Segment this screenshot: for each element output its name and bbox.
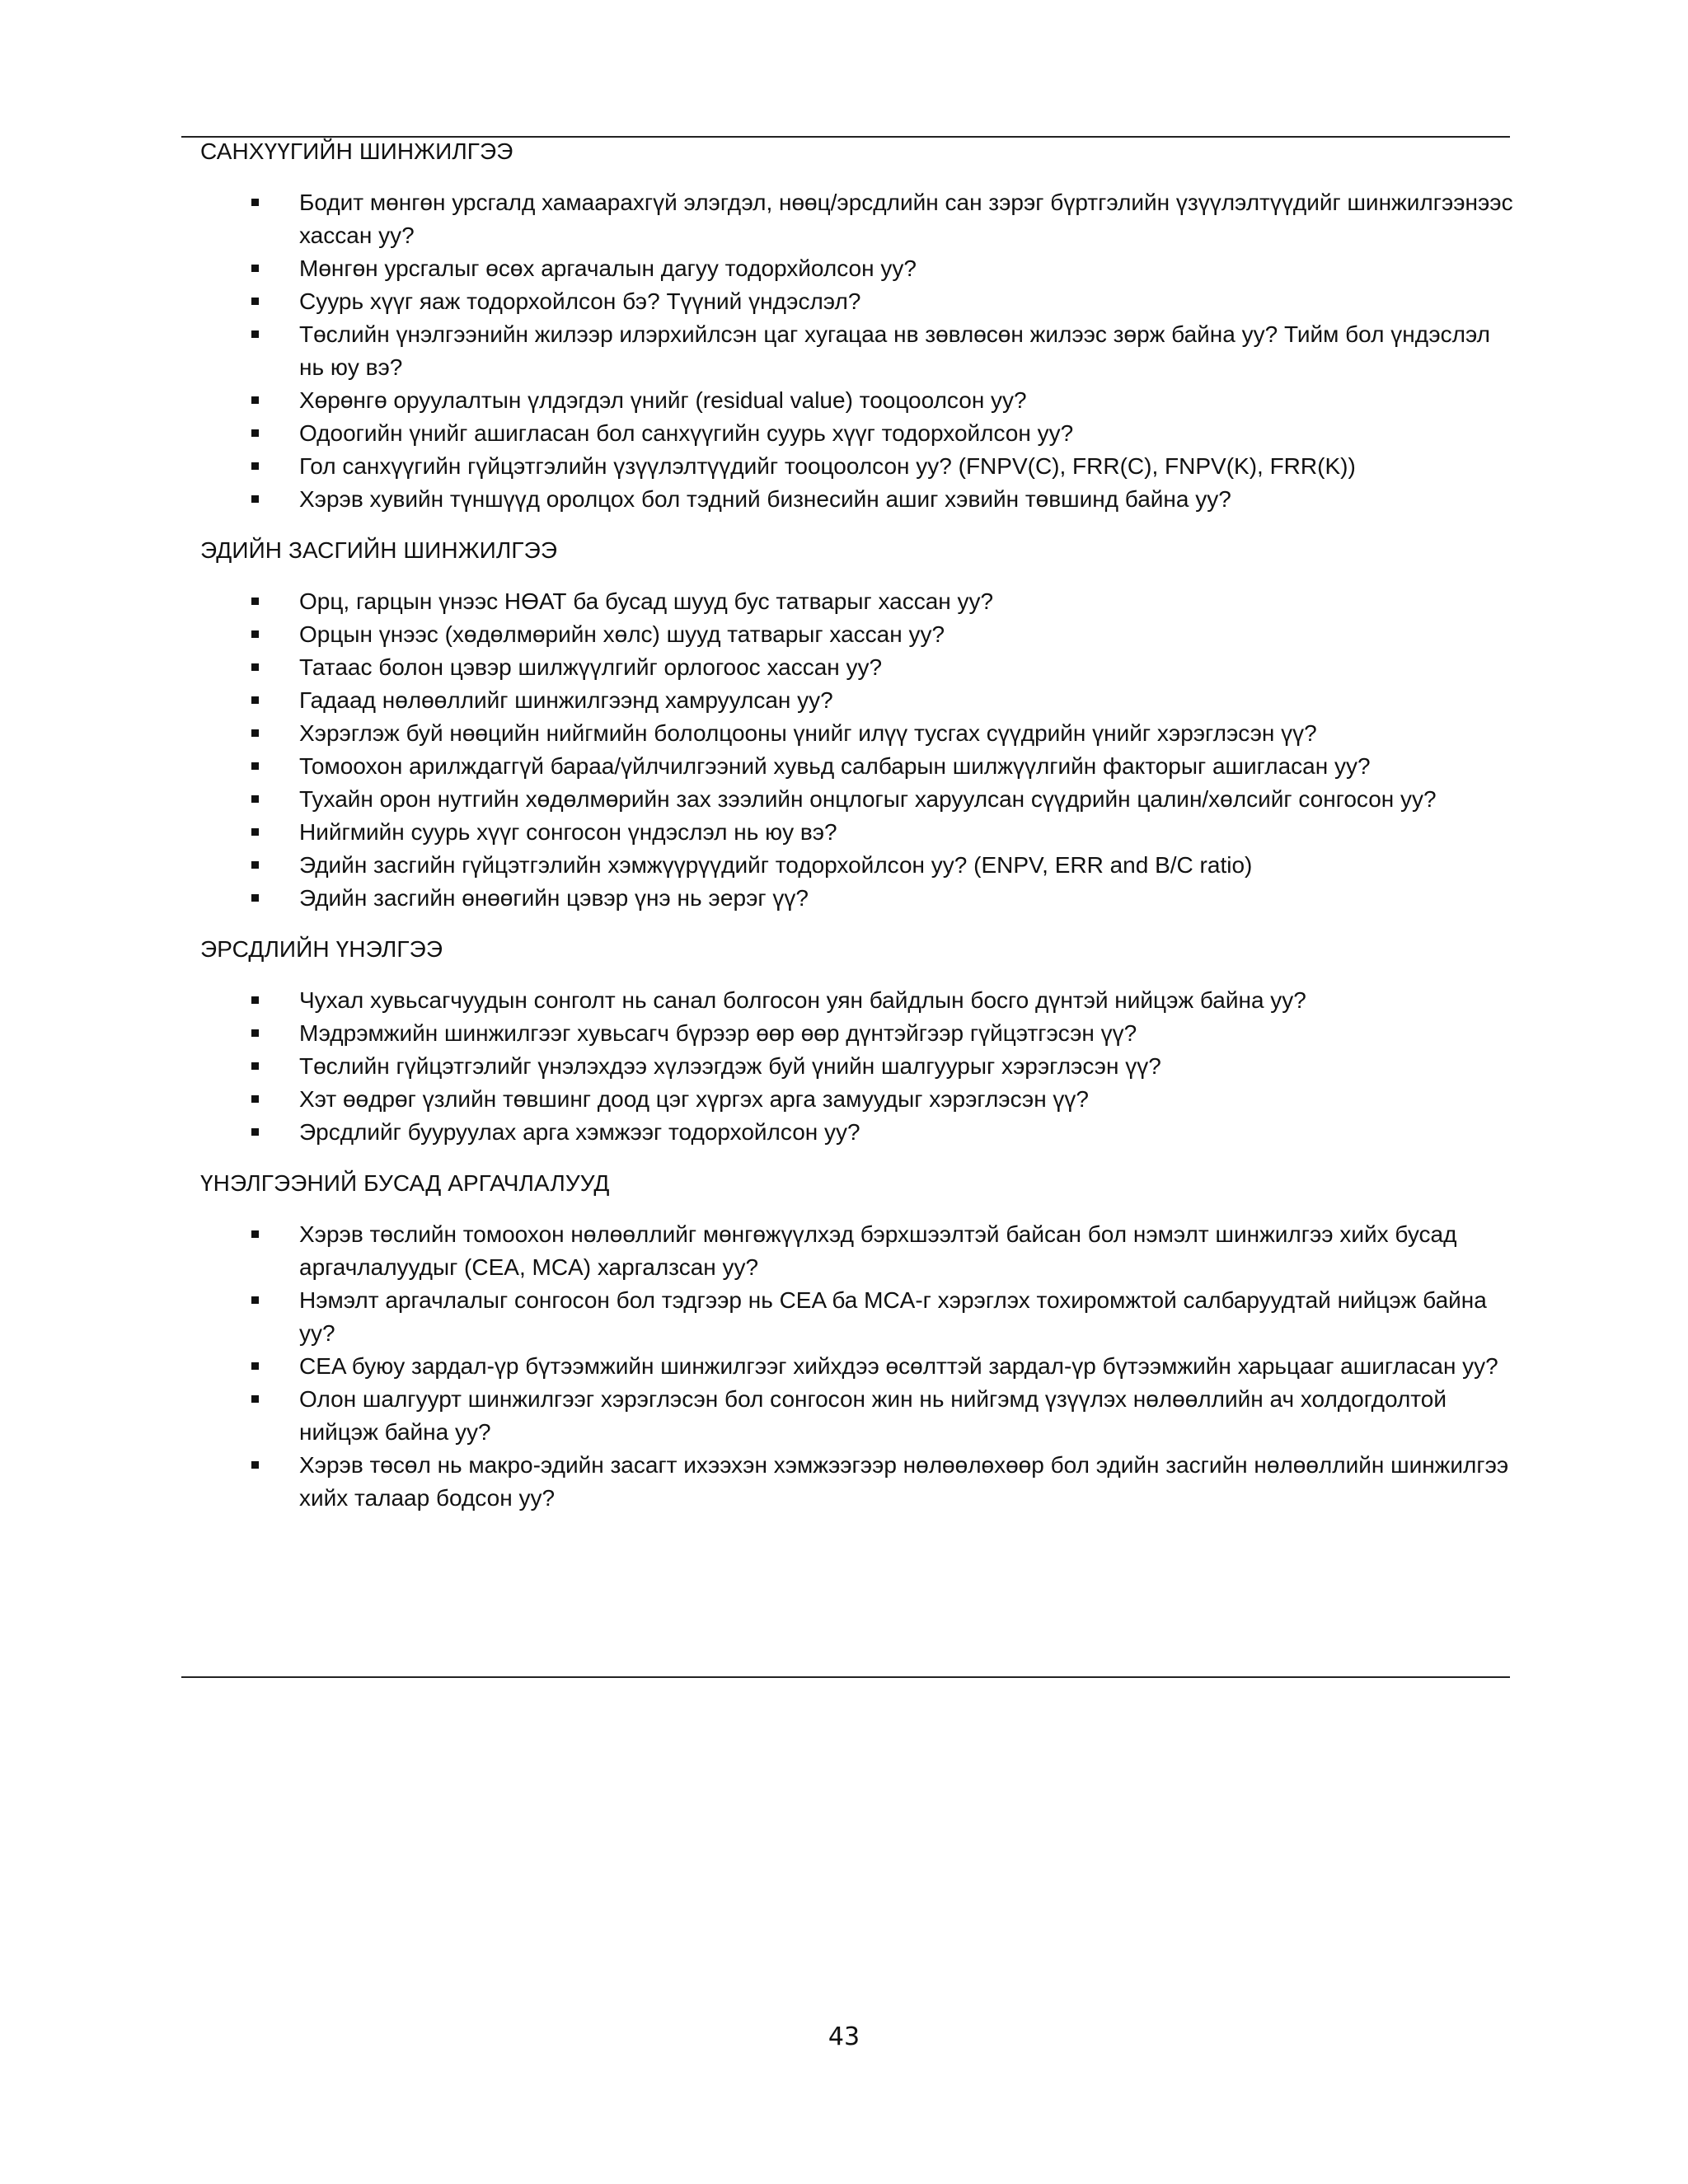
list-item — [200, 585, 1519, 618]
list-item — [200, 1449, 1519, 1515]
list-item — [200, 318, 1519, 384]
list-item — [200, 417, 1519, 450]
list-item-text: Томоохон арилждаггүй бараа/үйлчилгээний хувьд салбарын шилжүүлгийн факторыг ашигласан уу? — [299, 753, 1371, 779]
list-item-text: Хэт өөдрөг үзлийн төвшинг доод цэг хүргэх арга замуудыг хэрэглэсэн үү? — [299, 1086, 1090, 1112]
square-bullet-icon — [251, 199, 259, 206]
square-bullet-icon — [251, 996, 259, 1004]
section-title: ЭДИЙН ЗАСГИЙН ШИНЖИЛГЭЭ — [200, 537, 558, 563]
list-item — [200, 783, 1519, 816]
list-item-text: Нэмэлт аргачлалыг сонгосон бол тэдгээр нь CEA ба MCA-г хэрэглэх тохиромжтой салбаруудтай нийцэж байна уу? — [299, 1287, 1487, 1346]
list-item-text: Хэрэв төсөл нь макро-эдийн засагт ихээхэн хэмжээгээр нөлөөлөхөөр бол эдийн засгийн нөлөөллийн шинжилгээ хийх талаар бодсон уу? — [299, 1452, 1509, 1511]
square-bullet-icon — [251, 729, 259, 737]
section-risk-assessment — [200, 933, 1519, 1149]
square-bullet-icon — [251, 861, 259, 869]
list-item — [200, 618, 1519, 651]
square-bullet-icon — [251, 1362, 259, 1370]
list-item — [200, 384, 1519, 417]
square-bullet-icon — [251, 429, 259, 437]
list-item-text: Хөрөнгө оруулалтын үлдэгдэл үнийг (residual value) тооцоолсон уу? — [299, 387, 1027, 413]
list-item — [200, 483, 1519, 516]
list-item-text: Мэдрэмжийн шинжилгээг хувьсагч бүрээр өөр өөр дүнтэйгээр гүйцэтгэсэн үү? — [299, 1020, 1137, 1046]
list-item-text: Одоогийн үнийг ашигласан бол санхүүгийн суурь хүүг тодорхойлсон уу? — [299, 420, 1074, 446]
bottom-rule — [181, 1676, 1510, 1678]
list-item-text: Хэрэв хувийн түншүүд оролцох бол тэдний бизнесийн ашиг хэвийн төвшинд байна уу? — [299, 486, 1231, 512]
list-item-text: Төслийн үнэлгээнийн жилээр илэрхийлсэн цаг хугацаа нв зөвлөсөн жилээс зөрж байна уу? Тийм бол үндэслэл нь юу вэ? — [299, 321, 1490, 380]
list-item-text: Нийгмийн суурь хүүг сонгосон үндэслэл нь юу вэ? — [299, 819, 837, 845]
list-item — [200, 984, 1519, 1017]
square-bullet-icon — [251, 462, 259, 470]
list-item — [200, 684, 1519, 717]
square-bullet-icon — [251, 265, 259, 272]
list-item — [200, 1218, 1519, 1284]
list-item-text: Гадаад нөлөөллийг шинжилгээнд хамруулсан уу? — [299, 687, 833, 713]
square-bullet-icon — [251, 1230, 259, 1238]
list-item — [200, 651, 1519, 684]
page-number: 43 — [828, 2022, 860, 2051]
section-title: ҮНЭЛГЭЭНИЙ БУСАД АРГАЧЛАЛУУД — [200, 1170, 610, 1196]
square-bullet-icon — [251, 1395, 259, 1403]
square-bullet-icon — [251, 795, 259, 803]
list-item — [200, 252, 1519, 285]
square-bullet-icon — [251, 663, 259, 671]
list-item-text: Орц, гарцын үнээс НӨАТ ба бусад шууд бус татварыг хассан уу? — [299, 588, 994, 614]
list-item — [200, 1350, 1519, 1383]
square-bullet-icon — [251, 495, 259, 503]
list-item — [200, 1383, 1519, 1449]
square-bullet-icon — [251, 762, 259, 770]
list-item — [200, 1050, 1519, 1083]
list-item — [200, 450, 1519, 483]
square-bullet-icon — [251, 1128, 259, 1136]
list-item — [200, 1083, 1519, 1116]
list-item-text: Суурь хүүг яаж тодорхойлсон бэ? Түүний үндэслэл? — [299, 288, 861, 314]
square-bullet-icon — [251, 1461, 259, 1469]
item-list — [200, 585, 1519, 915]
list-item-text: CEA буюу зардал-үр бүтээмжийн шинжилгээг хийхдээ өсөлттэй зардал-үр бүтээмжийн харьцааг ашигласан уу? — [299, 1353, 1498, 1379]
list-item-text: Төслийн гүйцэтгэлийг үнэлэхдээ хүлээгдэж буй үнийн шалгуурыг хэрэглэсэн үү? — [299, 1053, 1161, 1079]
list-item-text: Мөнгөн урсгалыг өсөх аргачалын дагуу тодорхйолсон уу? — [299, 255, 917, 281]
item-list — [200, 186, 1519, 516]
list-item — [200, 1284, 1519, 1350]
list-item-text: Хэрэглэж буй нөөцийн нийгмийн бололцооны үнийг илүү тусгах сүүдрийн үнийг хэрэглэсэн үү? — [299, 720, 1317, 746]
square-bullet-icon — [251, 894, 259, 902]
list-item-text: Хэрэв төслийн томоохон нөлөөллийг мөнгөжүүлхэд бэрхшээлтэй байсан бол нэмэлт шинжилгээ хийх бусад аргачлалуудыг (CEA, MCA) харгалзсан уу? — [299, 1221, 1457, 1280]
checklist-content — [200, 135, 1519, 1533]
list-item-text: Орцын үнээс (хөдөлмөрийн хөлс) шууд татварыг хассан уу? — [299, 621, 945, 647]
list-item-text: Бодит мөнгөн урсгалд хамаарахгүй элэгдэл, нөөц/эрсдлийн сан зэрэг бүртгэлийн үзүүлэлтүүдийг шинжилгээнээс хассан уу? — [299, 190, 1513, 248]
section-title: ЭРСДЛИЙН ҮНЭЛГЭЭ — [200, 936, 443, 962]
square-bullet-icon — [251, 298, 259, 305]
square-bullet-icon — [251, 1029, 259, 1037]
list-item — [200, 717, 1519, 750]
list-item-text: Чухал хувьсагчуудын сонголт нь санал болгосон уян байдлын босго дүнтэй нийцэж байна уу? — [299, 987, 1306, 1013]
list-item — [200, 1116, 1519, 1149]
section-other-methods — [200, 1167, 1519, 1515]
square-bullet-icon — [251, 696, 259, 704]
list-item-text: Эрсдлийг бууруулах арга хэмжээг тодорхойлсон уу? — [299, 1119, 860, 1145]
square-bullet-icon — [251, 1296, 259, 1304]
list-item — [200, 816, 1519, 849]
square-bullet-icon — [251, 598, 259, 605]
square-bullet-icon — [251, 396, 259, 404]
section-financial-analysis — [200, 135, 1519, 516]
list-item-text: Эдийн засгийн өнөөгийн цэвэр үнэ нь эерэг үү? — [299, 885, 809, 911]
square-bullet-icon — [251, 828, 259, 836]
list-item-text: Олон шалгуурт шинжилгээг хэрэглэсэн бол сонгосон жин нь нийгэмд үзүүлэх нөлөөллийн ач холдогдолтой нийцэж байна уу? — [299, 1386, 1447, 1445]
square-bullet-icon — [251, 330, 259, 338]
square-bullet-icon — [251, 1095, 259, 1103]
square-bullet-icon — [251, 630, 259, 638]
list-item-text: Эдийн засгийн гүйцэтгэлийн хэмжүүрүүдийг тодорхойлсон уу? (ENPV, ERR and B/C ratio) — [299, 852, 1253, 878]
list-item — [200, 750, 1519, 783]
list-item-text: Татаас болон цэвэр шилжүүлгийг орлогоос хассан уу? — [299, 654, 883, 680]
list-item — [200, 285, 1519, 318]
list-item — [200, 1017, 1519, 1050]
list-item-text: Тухайн орон нутгийн хөдөлмөрийн зах зээлийн онцлогыг харуулсан сүүдрийн цалин/хөлсийг сонгосон уу? — [299, 786, 1437, 812]
item-list — [200, 984, 1519, 1149]
section-title: САНХҮҮГИЙН ШИНЖИЛГЭЭ — [200, 138, 513, 164]
list-item — [200, 186, 1519, 252]
list-item-text: Гол санхүүгийн гүйцэтгэлийн үзүүлэлтүүдийг тооцоолсон уу? (FNPV(C), FRR(C), FNPV(K), FRR(K)) — [299, 453, 1356, 479]
item-list — [200, 1218, 1519, 1515]
list-item — [200, 882, 1519, 915]
square-bullet-icon — [251, 1062, 259, 1070]
list-item — [200, 849, 1519, 882]
section-economic-analysis — [200, 534, 1519, 915]
